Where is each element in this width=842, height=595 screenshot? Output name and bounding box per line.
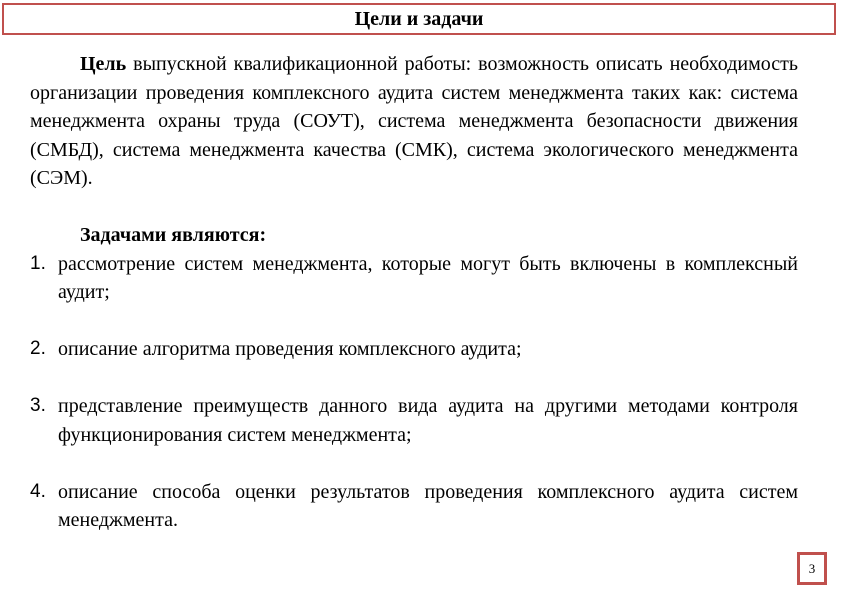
slide-title-bar: [2, 3, 836, 35]
goal-lead: Цель: [80, 53, 127, 75]
task-item-2: [30, 335, 798, 364]
task-text: представление преимуществ данного вида аудита на другими методами контроля функционирования систем менеджмента;: [58, 395, 798, 446]
task-number: 2.: [30, 338, 46, 359]
task-text: описание способа оценки результатов проведения комплексного аудита систем менеджмента.: [58, 480, 798, 531]
slide-title: Цели и задачи: [354, 8, 484, 30]
page-number-badge: [797, 552, 827, 585]
slide-content: [30, 50, 798, 535]
task-text: рассмотрение систем менеджмента, которые могут быть включены в комплексный аудит;: [58, 252, 798, 303]
task-number: 4.: [30, 480, 46, 502]
task-item-4: [30, 478, 798, 535]
page-number: 3: [800, 555, 824, 582]
task-text: описание алгоритма проведения комплексного аудита;: [58, 338, 522, 360]
task-number: 3.: [30, 395, 46, 416]
task-item-3: [30, 392, 798, 449]
tasks-heading: Задачами являются:: [80, 224, 267, 246]
goal-paragraph: [30, 50, 798, 193]
task-list: [30, 250, 798, 535]
task-item-1: [30, 250, 798, 307]
task-number: 1.: [30, 252, 46, 274]
goal-text: выпускной квалификационной работы: возможность описать необходимость организации проведения комплексного аудита систем менеджмента таких как: система менеджмента охраны труда (СОУТ), система менеджмента безопасности движения (СМБД), система менеджмента качества (СМК), система экологического менеджмента (СЭМ).: [30, 53, 798, 189]
